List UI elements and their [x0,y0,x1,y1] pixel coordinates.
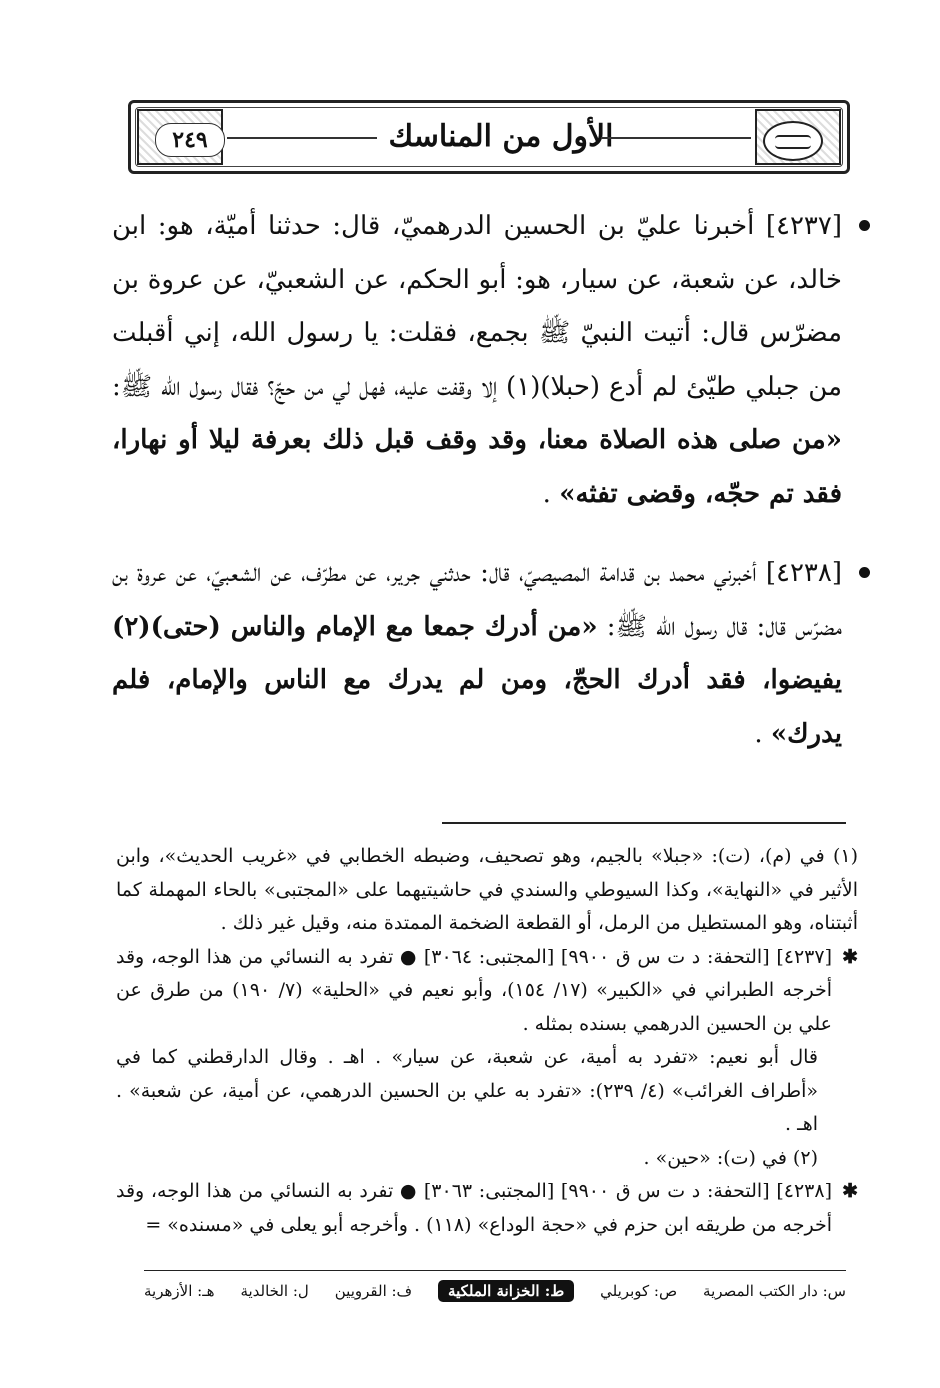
manuscript-key [144,1276,846,1306]
asterisk-icon: ✱ [842,1180,858,1202]
takhrij-4237-continued: قال أبو نعيم: «تفرد به أمية، عن شعبة، عن سيار» . اهـ . وقال الدارقطني كما في «أطراف الغرائب» (٤/ ٢٣٩): «تفرد به علي بن الحسين الدرهمي، عن أمية، عن شعبة» . اهـ . [116,1046,818,1135]
footer-rule [144,1270,846,1271]
source-s: س: دار الكتب المصرية [703,1282,846,1300]
header-rule-left [227,137,377,139]
hadith-isnad: [٤٢٣٨] أخبرني محمد بن قدامة المصيصيّ، قال: حدثني جرير، عن مطرّف، عن الشعبيّ، عن عروة بن مضرّس قال: قال رسول الله ﷺ: [112,558,842,642]
chapter-title: الأول من المناسك [388,119,614,154]
footnote-2: (٢) في (ت): «حين» . [643,1146,818,1169]
footnote-1: (١) في (م)، (ت): «جبلا» بالجيم، وهو تصحيف، وضبطه الخطابي في «غريب الحديث»، وابن الأثير في «النهاية»، وكذا السيوطي والسندي في حاشيتيهما على «المجتبى» بالحاء المهملة كما أثبتناه، وهو المستطيل من الرمل، أو القطعة الضخمة الممتدة منه، وقيل غير ذلك . [116,845,858,934]
main-text [112,200,842,761]
bullet-icon [859,567,870,578]
source-h: هـ: الأزهرية [144,1282,215,1300]
source-l: ل: الخالدية [240,1282,309,1300]
page-header [128,100,850,174]
page-number: ٢٤٩ [155,123,225,157]
hadith-matn: «من صلى هذه الصلاة معنا، وقد وقف قبل ذلك بعرفة ليلا أو نهارا، فقد تم حجّه، وقضى تفثه» [112,425,842,509]
book-logo-icon [763,121,823,161]
source-t-highlighted: ط: الخزانة الملكية [438,1280,574,1302]
source-f: ف: القرويين [334,1282,413,1300]
hadith-end: . [542,478,560,509]
source-s2: ص: كوبريلي [600,1282,678,1300]
hadith-4237 [112,200,842,521]
hadith-4238 [112,547,842,761]
takhrij-4237 [116,941,858,1042]
asterisk-icon: ✱ [842,945,858,968]
takhrij-4237-text: [٤٢٣٧] [التحفة: د ت س ق ٩٩٠٠] [المجتبى: ٣٠٦٤] ● تفرد به النسائي من هذا الوجه، وقد أخرجه الطبراني في «الكبير» (١٧/ ١٥٤)، وأبو نعيم في «الحلية» (٧/ ١٩٠) من طرق عن علي بن الحسين الدرهمي بسنده بمثله . [116,945,832,1035]
hadith-matn: «من أدرك جمعا مع الإمام والناس (حتى)(٢) يفيضوا، فقد أدرك الحجّ، ومن لم يدرك مع الناس والإمام، فلم يدرك» [112,611,842,749]
header-rule-right [601,137,751,139]
takhrij-4238-text: [٤٢٣٨] [التحفة: د ت س ق ٩٩٠٠] [المجتبى: ٣٠٦٣] ● تفرد به النسائي من هذا الوجه، وقد أخرجه من طريقه ابن حزم في «حجة الوداع» (١١٨) . وأخرجه أبو يعلى في «مسنده» = [116,1180,832,1236]
page-number-ornament [137,109,223,165]
book-emblem [755,109,841,165]
footnote-divider [442,822,846,824]
hadith-end: . [754,718,771,749]
takhrij-4238 [116,1175,858,1242]
bullet-icon [859,220,870,231]
footnotes [116,840,858,1242]
hadith-isnad: [٤٢٣٧] أخبرنا عليّ بن الحسين الدرهميّ، قال: حدثنا أميّة، هو: ابن خالد، عن شعبة، عن سيار، هو: أبو الحكم، عن الشعبيّ، عن عروة بن مضرّس قال: أتيت النبيّ ﷺ بجمع، فقلت: يا رسول الله، إني أقبلت من جبلي طيّئ لم أدع (حبلا)(١) إلا وقفت عليه، فهل لي من حجّ؟ فقال رسول الله ﷺ: [112,211,842,402]
